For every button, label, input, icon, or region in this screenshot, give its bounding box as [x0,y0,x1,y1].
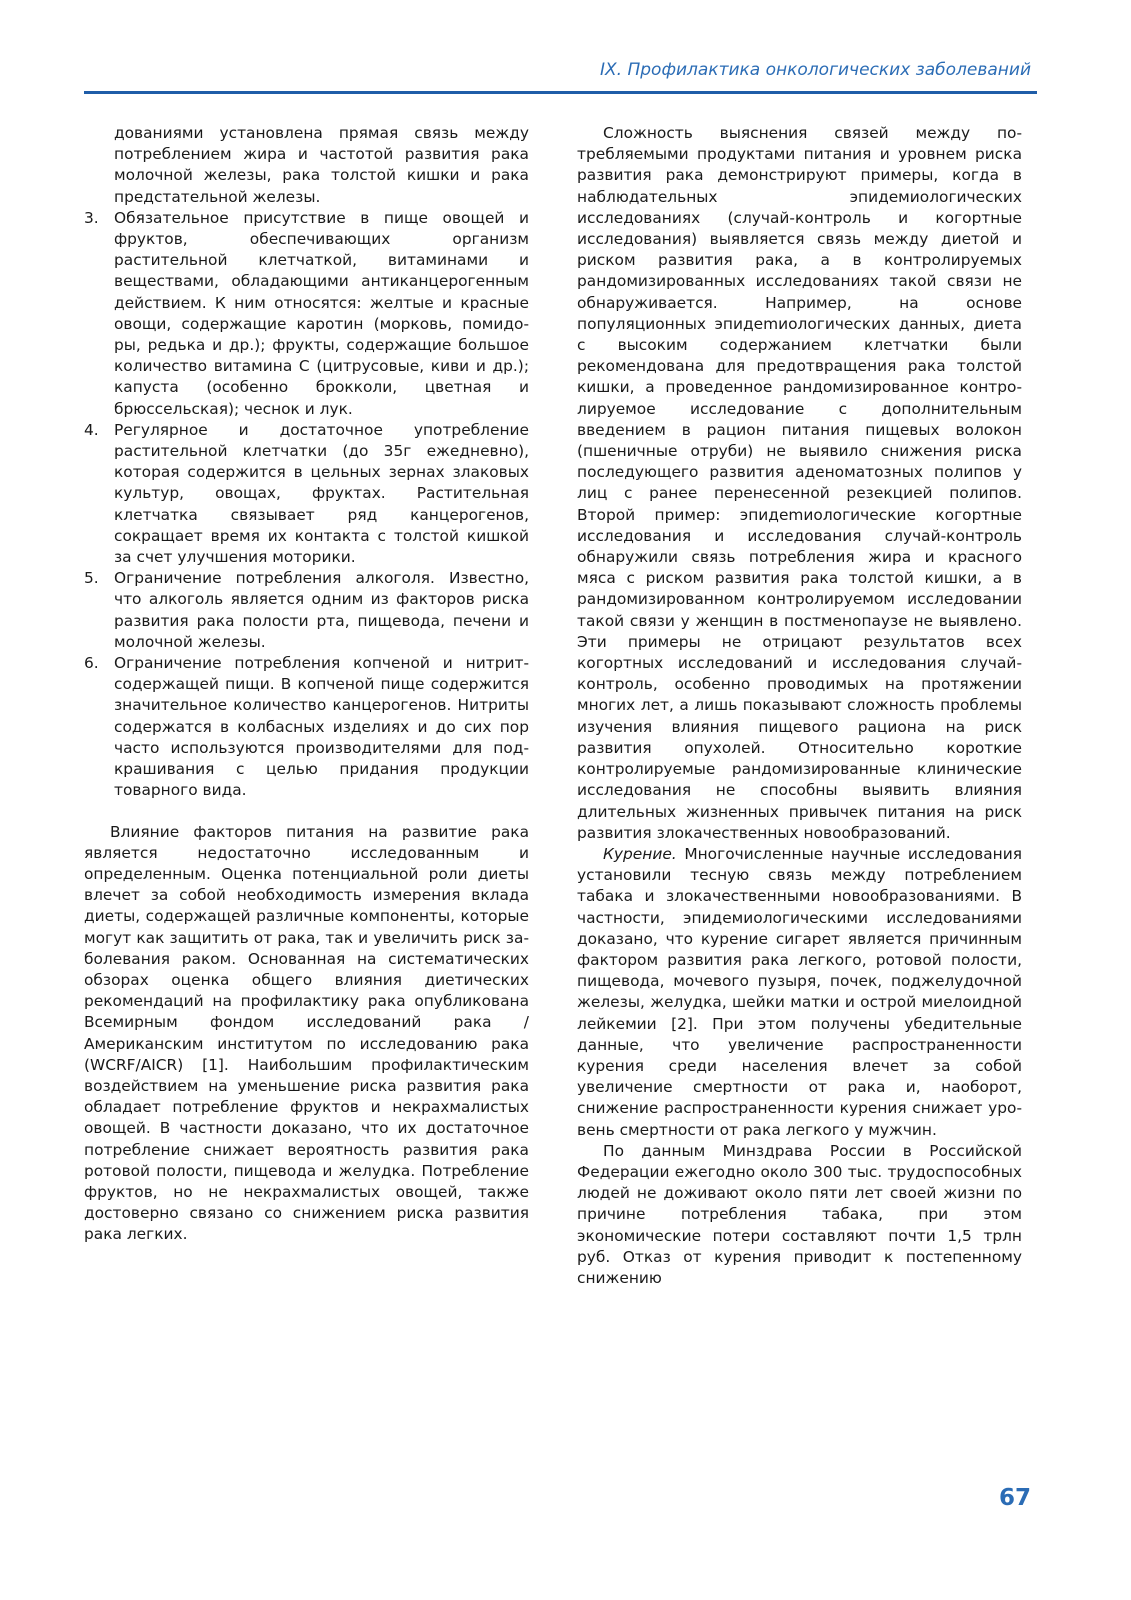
list-item-number: 5. [84,569,99,588]
list-item-text: Обязательное присутствие в пище овощей и фруктов, обеспечивающих организм растительной клетчаткой, витаминами и веществами, обладающими антиканцерогенным действием. К ним относятся: желтые и красные овощи, содержащие каротин (морковь, помидоры, редька и др.); фрукты, содержащие большое количество витамина С (цитрусовые, киви и др.); капуста (особенно брокколи, цветная и брюссельская); чеснок и лук. [114,208,529,418]
left-column [84,123,529,1246]
header-divider [84,91,1037,94]
list-item-text: Регулярное и достаточное употребление растительной клетчатки (до 35г ежедневно), которая содержится в цельных зернах злаковых культур, овощах, фруктах. Растительная клетчатка связывает ряд канцерогенов, сокращает время их контакта с толстой кишкой за счет улучшения моторики. [114,420,529,567]
list-item-text: Ограничение потребления копченой и нитрит-содержащей пищи. В копченой пище содержится значительное количество канцерогенов. Нитриты содержатся в колбасных изделиях и до сих пор часто используются производителями для подкрашивания с целью придания продукции товарного вида. [114,654,529,800]
page-number: 67 [998,1485,1031,1511]
running-header-title: IX. Профилактика онкологических заболеваний [600,60,1031,80]
intro-continuation: дованиями установлена прямая связь между потреблением жира и частотой развития рака молочной железы, рака толстой кишки и рака предстательной железы. [114,124,529,206]
list-item [84,420,529,568]
diet-research-paragraph: Сложность выяснения связей между потребляемыми продуктами питания и уровнем риска развития рака демонстрируют примеры, когда в наблюдательных эпидемиологических исследованиях (случай-контроль и когортные исследования) выявляется связь между диетой и риском развития рака, а в контролируемых рандомизированных исследованиях такой связи не обнаруживается. Например, на основе популяционных эпидеmиологических данных, диета с высоким содержанием клетчатки были рекомендована для предотвращения рака толстой кишки, а проведенное рандомизированное контролируемое исследование с дополнительным введением в рацион питания пищевых волокон (пшеничные отруби) не выявило снижения риска последующего развития аденоматозных полипов у лиц с ранее перенесенной резекцией полипов. Второй пример: эпидеmиологические когортные исследования и исследования случай-контроль обнаружили связь потребления жира и красного мяса с риском развития рака толстой кишки, а в рандомизированном контролируемом исследовании такой связи у женщин в постменопаузе не выявлено. Эти примеры не отрицают результатов всех когортных исследований и исследования случай-контроль, особенно проводимых на протяжении многих лет, а лишь показывают сложность проблемы изучения влияния пищевого рациона на риск развития опухолей. Относительно короткие контролируемые рандомизированные клинические исследования не способны выявить влияния длительных жизненных привычек питания на риск развития злокачественных новообразований. [577,124,1022,842]
right-column [577,123,1022,1289]
list-item [84,208,529,420]
list-item [84,568,529,653]
list-item-number: 6. [84,654,99,673]
smoking-text: Многочисленные научные исследования установили тесную связь между потреблением табака и злокачественными новообразованиями. В частности, эпидемиологическими исследованиями доказано, что курение сигарет является причинным фактором развития рака легкого, ротовой полости, пищевода, мочевого пузыря, почек, поджелудочной железы, желудка, шейки матки и острой миелоидной лейкемии [2]. При этом получены убедительные данные, что увеличение распространенности курения среди населения влечет за собой увеличение смертности от рака и, наоборот, снижение распространенности курения снижает уровень смертности от рака легкого у мужчин. [577,844,1022,1139]
list-item-number: 4. [84,420,99,439]
list-item [84,653,529,801]
list-item-text: Ограничение потребления алкоголя. Известно, что алкоголь является одним из факторов риска развития рака полости рта, пищевода, печени и молочной железы. [114,569,529,651]
prevention-list [84,208,529,802]
list-item-number: 3. [84,208,99,227]
smoking-label: Курение. [603,844,677,863]
smoking-paragraph [577,844,1022,1141]
ministry-data-paragraph: По данным Минздрава России в Российской Федерации ежегодно около 300 тыс. трудоспособных людей не доживают около пяти лет своей жизни по причине потребления табака, при этом экономические потери составляют почти 1,5 трлн руб. Отказ от курения приводит к постепенному снижению [577,1141,1022,1287]
nutrition-paragraph: Влияние факторов питания на развитие рака является недостаточно исследованным и определенным. Оценка потенциальной роли диеты влечет за собой необходимость измерения вклада диеты, содержащей различные компоненты, которые могут как защитить от рака, так и увеличить риск заболевания раком. Основанная на систематических обзорах оценка общего влияния диетических рекомендаций на профилактику рака опубликована Всемирным фондом исследований рака /Американским институтом по исследованию рака (WCRF/AICR) [1]. Наибольшим профилактическим воздействием на уменьшение риска развития рака обладает потребление фруктов и некрахмалистых овощей. В частности доказано, что их достаточное потребление снижает вероятность развития рака ротовой полости, пищевода и желудка. Потребление фруктов, но не некрахмалистых овощей, также достоверно связано со снижением риска развития рака легких. [84,822,529,1244]
